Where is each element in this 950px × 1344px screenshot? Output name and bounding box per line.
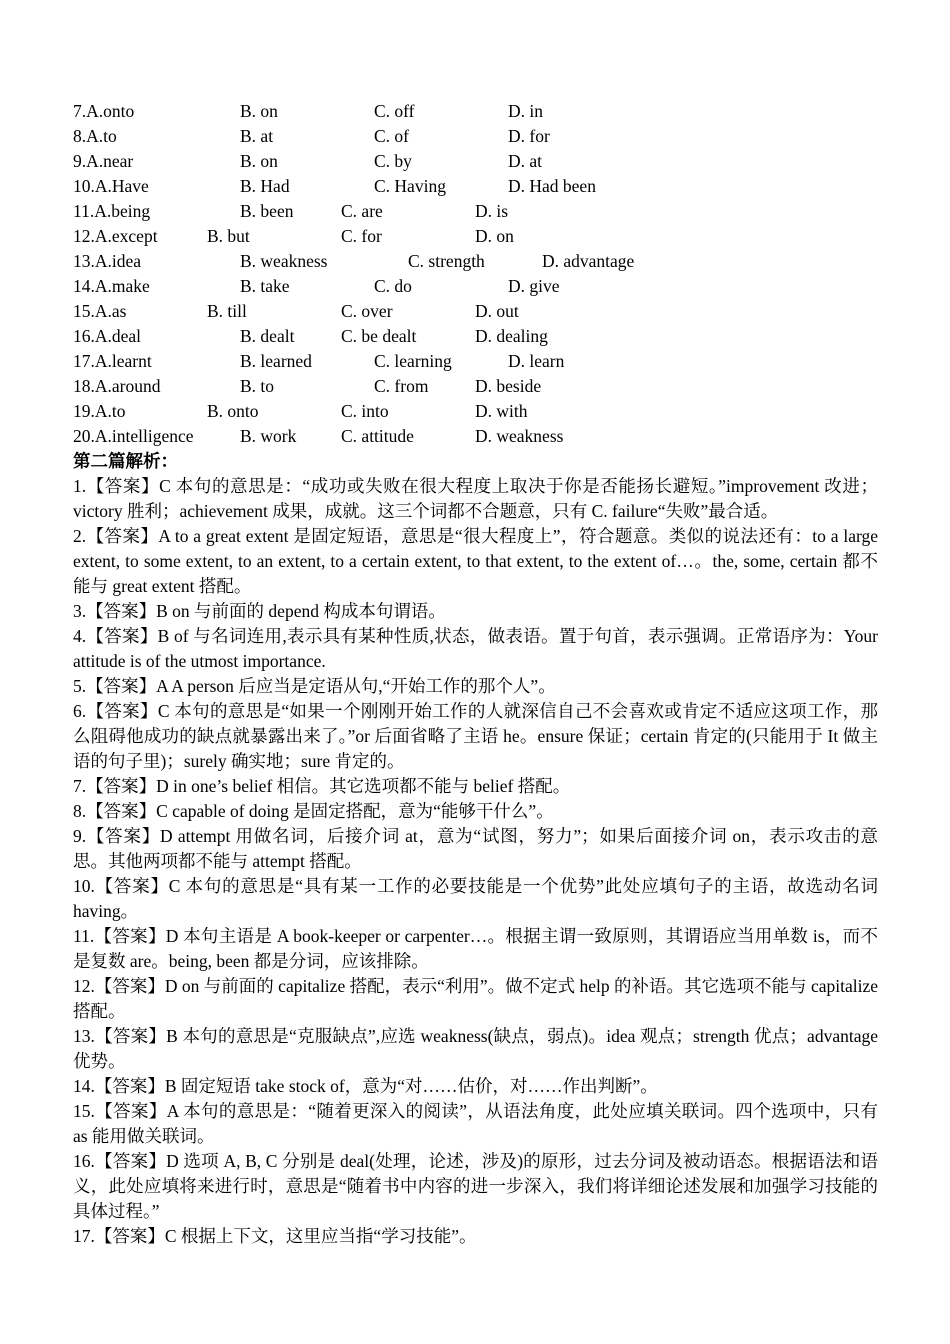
option-c: C. from: [374, 376, 429, 396]
option-d: D. with: [475, 401, 528, 421]
answer-8: 8.【答案】C capable of doing 是固定搭配，意为“能够干什么”。: [73, 801, 554, 821]
option-b: B. dealt: [240, 326, 295, 346]
option-c: C. be dealt: [341, 326, 417, 346]
option-b: B. Had: [240, 176, 290, 196]
option-d: D. on: [475, 226, 514, 246]
answer-1: 1.【答案】C 本句的意思是：“成功或失败在很大程度上取决于你是否能扬长避短。”improvement 改进；victory 胜利；achievement 成果，成就。这三个词都不合题意，只有 C. failure“失败”最合适。: [73, 476, 878, 521]
option-d: D. at: [508, 151, 543, 171]
answer-15: 15.【答案】A 本句的意思是：“随着更深入的阅读”，从语法角度，此处应填关联词。四个选项中，只有 as 能用做关联词。: [73, 1101, 878, 1146]
option-a: 8.A.to: [73, 126, 117, 146]
option-d: D. for: [508, 126, 550, 146]
option-c: C. off: [374, 101, 415, 121]
option-a: 9.A.near: [73, 151, 134, 171]
answer-13: 13.【答案】B 本句的意思是“克服缺点”,应选 weakness(缺点，弱点)。idea 观点；strength 优点；advantage 优势。: [73, 1026, 878, 1071]
option-c: C. into: [341, 401, 389, 421]
option-a: 14.A.make: [73, 276, 150, 296]
option-d: D. give: [508, 276, 560, 296]
option-d: D. weakness: [475, 426, 564, 446]
option-b: B. been: [240, 201, 294, 221]
answer-14: 14.【答案】B 固定短语 take stock of，意为“对……估价，对……作出判断”。: [73, 1076, 658, 1096]
option-a: 16.A.deal: [73, 326, 142, 346]
answer-12: 12.【答案】D on 与前面的 capitalize 搭配，表示“利用”。做不定式 help 的补语。其它选项不能与 capitalize 搭配。: [73, 976, 878, 1021]
option-b: B. onto: [207, 401, 259, 421]
option-a: 18.A.around: [73, 376, 161, 396]
option-b: B. but: [207, 226, 250, 246]
option-a: 19.A.to: [73, 401, 126, 421]
answer-16: 16.【答案】D 选项 A, B, C 分别是 deal(处理，论述，涉及)的原形，过去分词及被动语态。根据语法和语义，此处应填将来进行时，意思是“随着书中内容的进一步深入，我们将详细论述发展和加强学习技能的具体过程。”: [73, 1151, 878, 1221]
option-c: C. for: [341, 226, 382, 246]
option-c: C. learning: [374, 351, 452, 371]
answer-analysis: [73, 449, 878, 1249]
option-c: C. Having: [374, 176, 446, 196]
option-b: B. on: [240, 151, 278, 171]
answer-4: 4.【答案】B of 与名词连用,表示具有某种性质,状态，做表语。置于句首，表示强调。正常语序为：Your attitude is of the utmost importance.: [73, 626, 878, 671]
option-b: B. to: [240, 376, 275, 396]
option-a: 7.A.onto: [73, 101, 135, 121]
option-a: 20.A.intelligence: [73, 426, 194, 446]
option-a: 15.A.as: [73, 301, 127, 321]
option-a: 13.A.idea: [73, 251, 142, 271]
option-c: C. over: [341, 301, 393, 321]
answer-3: 3.【答案】B on 与前面的 depend 构成本句谓语。: [73, 601, 446, 621]
option-d: D. dealing: [475, 326, 548, 346]
answer-17: 17.【答案】C 根据上下文，这里应当指“学习技能”。: [73, 1226, 477, 1246]
answer-2: 2.【答案】A to a great extent 是固定短语，意思是“很大程度上”，符合题意。类似的说法还有：to a large extent, to some extent, to an extent, to a certain extent, to that extent, to the extent of…。the, some, certain 都不能与 great extent 搭配。: [73, 526, 878, 596]
answer-5: 5.【答案】A A person 后应当是定语从句,“开始工作的那个人”。: [73, 676, 556, 696]
answer-11: 11.【答案】D 本句主语是 A book-keeper or carpenter…。根据主谓一致原则，其谓语应当用单数 is，而不是复数 are。being, been 都是分词，应该排除。: [73, 926, 878, 971]
answer-7: 7.【答案】D in one’s belief 相信。其它选项都不能与 belief 搭配。: [73, 776, 571, 796]
option-b: B. learned: [240, 351, 312, 371]
option-c: C. of: [374, 126, 409, 146]
option-b: B. at: [240, 126, 274, 146]
option-c: C. by: [374, 151, 412, 171]
option-b: B. on: [240, 101, 278, 121]
option-a: 11.A.being: [73, 201, 151, 221]
option-d: D. advantage: [542, 251, 635, 271]
option-c: C. are: [341, 201, 383, 221]
option-c: C. strength: [408, 251, 485, 271]
option-a: 10.A.Have: [73, 176, 149, 196]
answer-6: 6.【答案】C 本句的意思是“如果一个刚刚开始工作的人就深信自己不会喜欢或肯定不适应这项工作，那么阻碍他成功的缺点就暴露出来了。”or 后面省略了主语 he。ensure 保证；certain 肯定的(只能用于 It 做主语的句子里)；surely 确实地；sure 肯定的。: [73, 701, 878, 771]
option-d: D. is: [475, 201, 509, 221]
option-a: 12.A.except: [73, 226, 158, 246]
option-b: B. weakness: [240, 251, 328, 271]
answer-10: 10.【答案】C 本句的意思是“具有某一工作的必要技能是一个优势”此处应填句子的主语，故选动名词 having。: [73, 876, 878, 921]
option-d: D. beside: [475, 376, 542, 396]
answer-9: 9.【答案】D attempt 用做名词，后接介词 at，意为“试图，努力”；如果后面接介词 on，表示攻击的意思。其他两项都不能与 attempt 搭配。: [73, 826, 878, 871]
section-title: 第二篇解析：: [73, 451, 178, 471]
option-d: D. Had been: [508, 176, 596, 196]
option-d: D. learn: [508, 351, 565, 371]
option-b: B. till: [207, 301, 247, 321]
option-c: C. attitude: [341, 426, 414, 446]
option-d: D. out: [475, 301, 519, 321]
option-d: D. in: [508, 101, 543, 121]
option-a: 17.A.learnt: [73, 351, 152, 371]
option-b: B. work: [240, 426, 297, 446]
option-b: B. take: [240, 276, 290, 296]
option-c: C. do: [374, 276, 412, 296]
